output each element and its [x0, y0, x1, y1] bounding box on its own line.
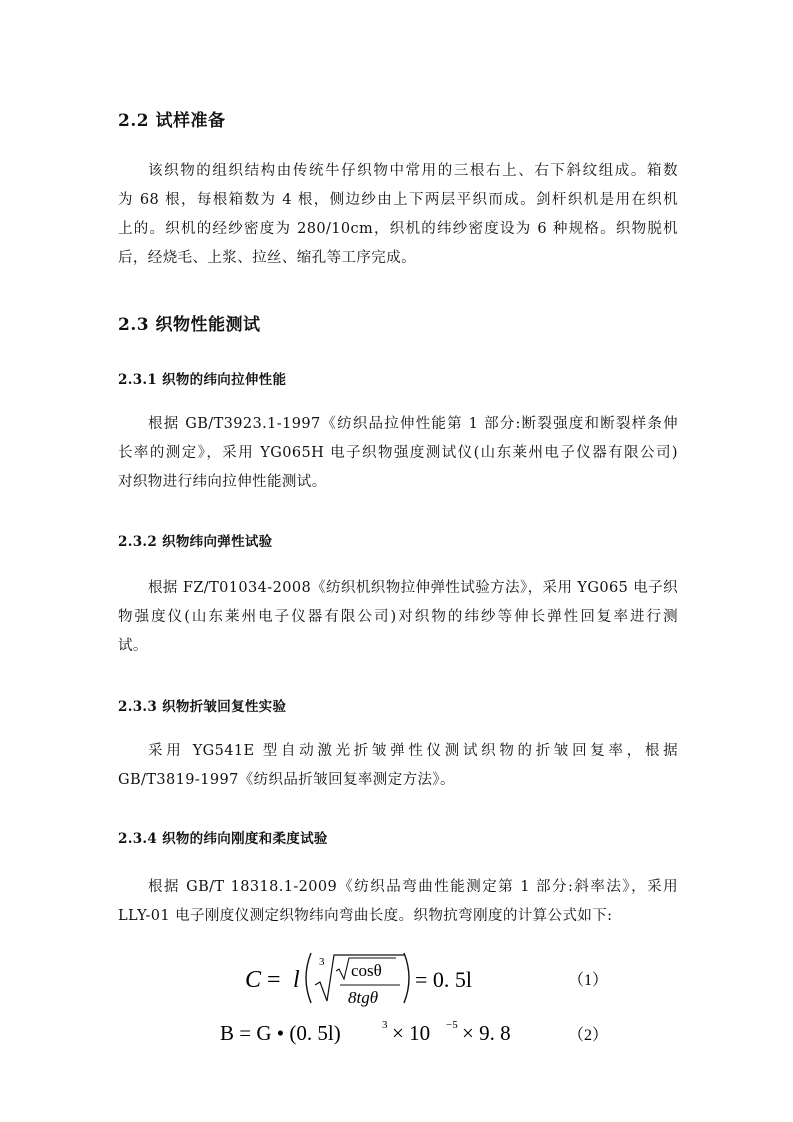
paragraph-line: 上的。织机的经纱密度为 280/10cm，织机的纬纱密度设为 6 种规格。织物脱机: [118, 221, 678, 237]
paragraph-line: 采用 YG541E 型自动激光折皱弹性仪测试织物的折皱回复率，根据: [148, 743, 678, 759]
paragraph-line: 根据 FZ/T01034-2008《纺织机织物拉伸弹性试验方法》，采用 YG065 电子织: [148, 580, 678, 596]
paragraph-line: 对织物进行纬向拉伸性能测试。: [118, 474, 327, 490]
fraction-numerator: cosθ: [351, 961, 382, 980]
equation-number-2: （2）: [568, 1027, 609, 1044]
paragraph-line: 物强度仪(山东莱州电子仪器有限公司)对织物的纬纱等伸长弹性回复率进行测: [118, 609, 678, 625]
paragraph-line: 后，经烧毛、上浆、拉丝、缩孔等工序完成。: [118, 250, 416, 266]
paragraph-line: 根据 GB/T 18318.1-2009《纺织品弯曲性能测定第 1 部分:斜率法》，采用: [148, 879, 678, 895]
subsection-heading-2-3-2: 2.3.2 织物纬向弹性试验: [118, 534, 273, 550]
formula-2: [0, 1012, 793, 1052]
left-paren-icon: [306, 953, 311, 1003]
paragraph-line: 该织物的组织结构由传统牛仔织物中常用的三根右上、右下斜纹组成。箱数: [148, 163, 678, 179]
paragraph-line: 试。: [118, 638, 148, 654]
section-heading-2-3: 2.3 织物性能测试: [118, 315, 261, 335]
formula-2-exp-neg5: −5: [446, 1019, 458, 1031]
section-heading-2-2: 2.2 试样准备: [118, 111, 226, 131]
formula-1-rhs: = 0. 5l: [415, 967, 473, 992]
paragraph-line: GB/T3819-1997《纺织品折皱回复率测定方法》。: [118, 772, 455, 788]
paragraph-2-3-2: [118, 574, 678, 661]
paragraph-2-3-4: [118, 873, 678, 931]
right-paren-icon: [404, 953, 409, 1003]
subsection-heading-2-3-1: 2.3.1 织物的纬向拉伸性能: [118, 372, 287, 388]
paragraph-2-2: [118, 157, 678, 273]
paragraph-2-3-3: [118, 737, 678, 795]
formula-2-times2: × 9. 8: [462, 1021, 511, 1045]
paragraph-line: 为 68 根，每根箱数为 4 根，侧边纱由上下两层平织而成。剑杆织机是用在织机: [118, 192, 678, 208]
equation-number-1: （1）: [568, 972, 609, 989]
formula-1-graphic: [0, 945, 793, 1011]
paragraph-2-3-1: [118, 410, 678, 497]
formula-1-l: l: [293, 967, 300, 993]
fraction-denominator: 8tgθ: [348, 988, 379, 1007]
formula-1: [0, 945, 793, 1011]
formula-2-times1: × 10: [392, 1021, 431, 1045]
paragraph-line: 长率的测定》，采用 YG065H 电子织物强度测试仪(山东莱州电子仪器有限公司): [118, 445, 678, 461]
subsection-heading-2-3-4: 2.3.4 织物的纬向刚度和柔度试验: [118, 831, 328, 847]
paragraph-line: LLY-01 电子刚度仪测定织物纬向弯曲长度。织物抗弯刚度的计算公式如下:: [118, 908, 613, 924]
formula-2-exp3: 3: [382, 1019, 388, 1031]
subsection-heading-2-3-3: 2.3.3 织物折皱回复性实验: [118, 699, 287, 715]
formula-2-expr: B = G • (0. 5l): [220, 1021, 341, 1045]
paragraph-line: 根据 GB/T3923.1-1997《纺织品拉伸性能第 1 部分:断裂强度和断裂样条伸: [148, 416, 678, 432]
formula-1-eq: =: [267, 967, 281, 993]
formula-2-graphic: [0, 1012, 793, 1052]
formula-1-lhs: C: [245, 967, 262, 993]
root-index: 3: [319, 956, 325, 968]
